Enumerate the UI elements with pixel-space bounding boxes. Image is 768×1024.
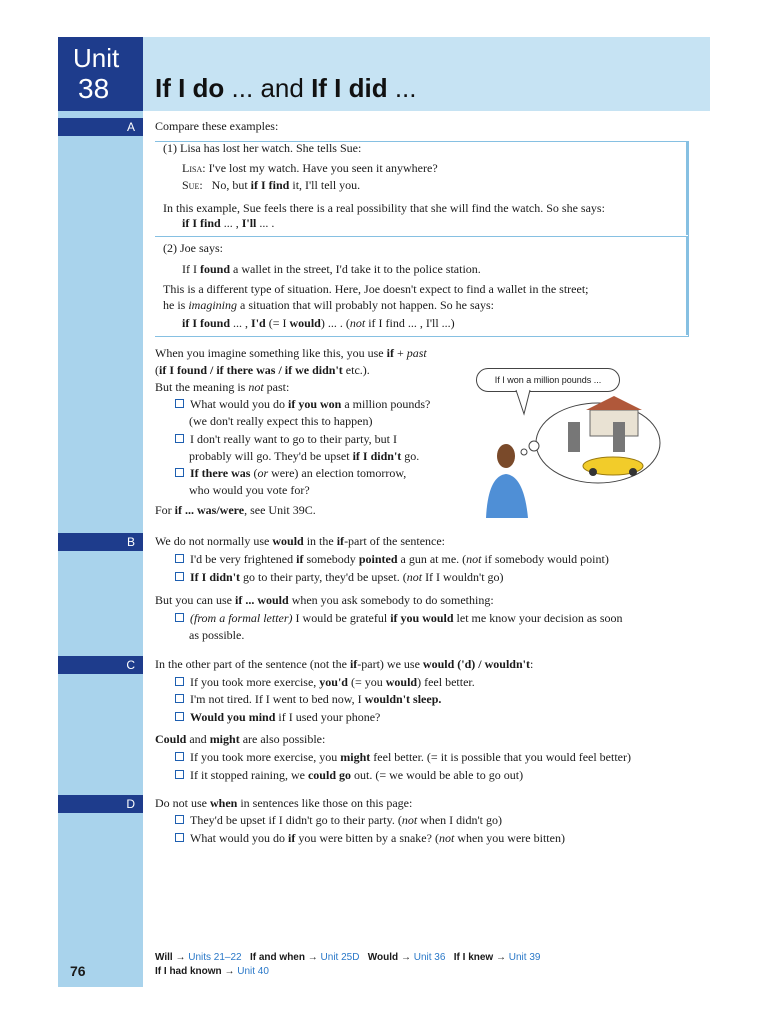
example-2-explanation-2: he is imagining a situation that will probably not happen. So he says: [163, 298, 494, 312]
bullet-icon [175, 399, 184, 408]
bullet-icon [175, 712, 184, 721]
link-unit-36[interactable]: Unit 36 [413, 952, 446, 963]
page-number: 76 [70, 963, 86, 979]
example-box-2-edge [686, 236, 688, 335]
a-bullet-3: If there was (or were) an election tomorrow, [175, 466, 406, 481]
example-box-1-edge [686, 141, 688, 235]
b-bullet-2: If I didn't go to their party, they'd be upset. (not If I wouldn't go) [175, 570, 504, 585]
section-marker-c: C [58, 656, 143, 674]
a-bullet-1: What would you do if you won a million pounds? [175, 397, 430, 412]
footer-crossref-line-1: Will → Units 21–22 If and when → Unit 25D Would → Unit 36 If I knew → Unit 39 [155, 952, 541, 963]
example-1-pattern: if I find ... , I'll ... . [182, 216, 275, 230]
meaning-line: But the meaning is not past: [155, 380, 290, 394]
sue-line: Sue: No, but if I find it, I'll tell you. [182, 178, 361, 192]
section-marker-b: B [58, 533, 143, 551]
example-1-explanation: In this example, Sue feels there is a real possibility that she will find the watch. So she says: [163, 201, 605, 215]
section-marker-a: A [58, 118, 143, 136]
page-title: If I do ... and If I did ... [155, 73, 417, 103]
footer-crossref-line-2: If I had known → Unit 40 [155, 966, 269, 977]
bullet-icon [175, 434, 184, 443]
example-1-label: (1) Lisa has lost her watch. She tells Sue: [163, 141, 362, 155]
link-unit-40[interactable]: Unit 40 [237, 966, 269, 977]
imagine-line-1: When you imagine something like this, you use if + past [155, 346, 427, 360]
unit-badge [58, 37, 143, 111]
link-unit-39[interactable]: Unit 39 [508, 952, 541, 963]
b-bullet-3-cont: as possible. [189, 628, 245, 642]
bullet-icon [175, 770, 184, 779]
link-unit-25d[interactable]: Unit 25D [320, 952, 360, 963]
c-bullet-2: I'm not tired. If I went to bed now, I wouldn't sleep. [175, 692, 441, 707]
section-b-line-1: We do not normally use would in the if-part of the sentence: [155, 534, 446, 548]
c-bullet-3: Would you mind if I used your phone? [175, 710, 380, 725]
d-bullet-2: What would you do if you were bitten by a snake? (not when you were bitten) [175, 831, 565, 846]
imagine-line-2: (if I found / if there was / if we didn't etc.). [155, 363, 370, 377]
bullet-icon [175, 677, 184, 686]
section-b-line-2: But you can use if ... would when you ask somebody to do something: [155, 593, 494, 607]
example-2-explanation-1: This is a different type of situation. Here, Joe doesn't expect to find a wallet in the street; [163, 282, 589, 296]
bullet-icon [175, 752, 184, 761]
bullet-icon [175, 572, 184, 581]
a-bullet-1-note: (we don't really expect this to happen) [189, 414, 373, 428]
a-bullet-2-cont: probably will go. They'd be upset if I didn't go. [189, 449, 420, 463]
a-bullet-2: I don't really want to go to their party, but I [175, 432, 397, 447]
unit-label: Unit [73, 43, 120, 73]
b-bullet-1: I'd be very frightened if somebody pointed a gun at me. (not if somebody would point) [175, 552, 609, 567]
bullet-icon [175, 554, 184, 563]
lisa-line: Lisa: I've lost my watch. Have you seen it anywhere? [182, 161, 438, 175]
thought-bubble: If I won a million pounds ... [476, 368, 620, 392]
man-dreaming-illustration [478, 388, 678, 520]
a-bullet-3-cont: who would you vote for? [189, 483, 310, 497]
section-marker-d: D [58, 795, 143, 813]
example-2-label: (2) Joe says: [163, 241, 223, 255]
left-sidebar [58, 37, 143, 987]
section-a-intro: Compare these examples: [155, 119, 279, 133]
bullet-icon [175, 815, 184, 824]
bullet-icon [175, 694, 184, 703]
section-c-line-1: In the other part of the sentence (not the if-part) we use would ('d) / wouldn't: [155, 657, 534, 671]
example-2-pattern: if I found ... , I'd (= I would) ... . (not if I find ... , I'll ...) [182, 316, 455, 330]
c-bullet-1: If you took more exercise, you'd (= you would) feel better. [175, 675, 475, 690]
unit-number: 38 [78, 73, 110, 104]
c-bullet-4: If you took more exercise, you might feel better. (= it is possible that you would feel better) [175, 750, 631, 765]
section-d-line-1: Do not use when in sentences like those on this page: [155, 796, 413, 810]
bullet-icon [175, 613, 184, 622]
link-units-21-22[interactable]: Units 21–22 [188, 952, 242, 963]
see-also-line: For if ... was/were, see Unit 39C. [155, 503, 316, 517]
c-bullet-5: If it stopped raining, we could go out. (= we would be able to go out) [175, 768, 523, 783]
bullet-icon [175, 833, 184, 842]
bullet-icon [175, 468, 184, 477]
d-bullet-1: They'd be upset if I didn't go to their party. (not when I didn't go) [175, 813, 502, 828]
section-c-line-2: Could and might are also possible: [155, 732, 326, 746]
joe-line: If I found a wallet in the street, I'd take it to the police station. [182, 262, 481, 276]
b-bullet-3: (from a formal letter) I would be grateful if you would let me know your decision as soon [175, 611, 623, 626]
